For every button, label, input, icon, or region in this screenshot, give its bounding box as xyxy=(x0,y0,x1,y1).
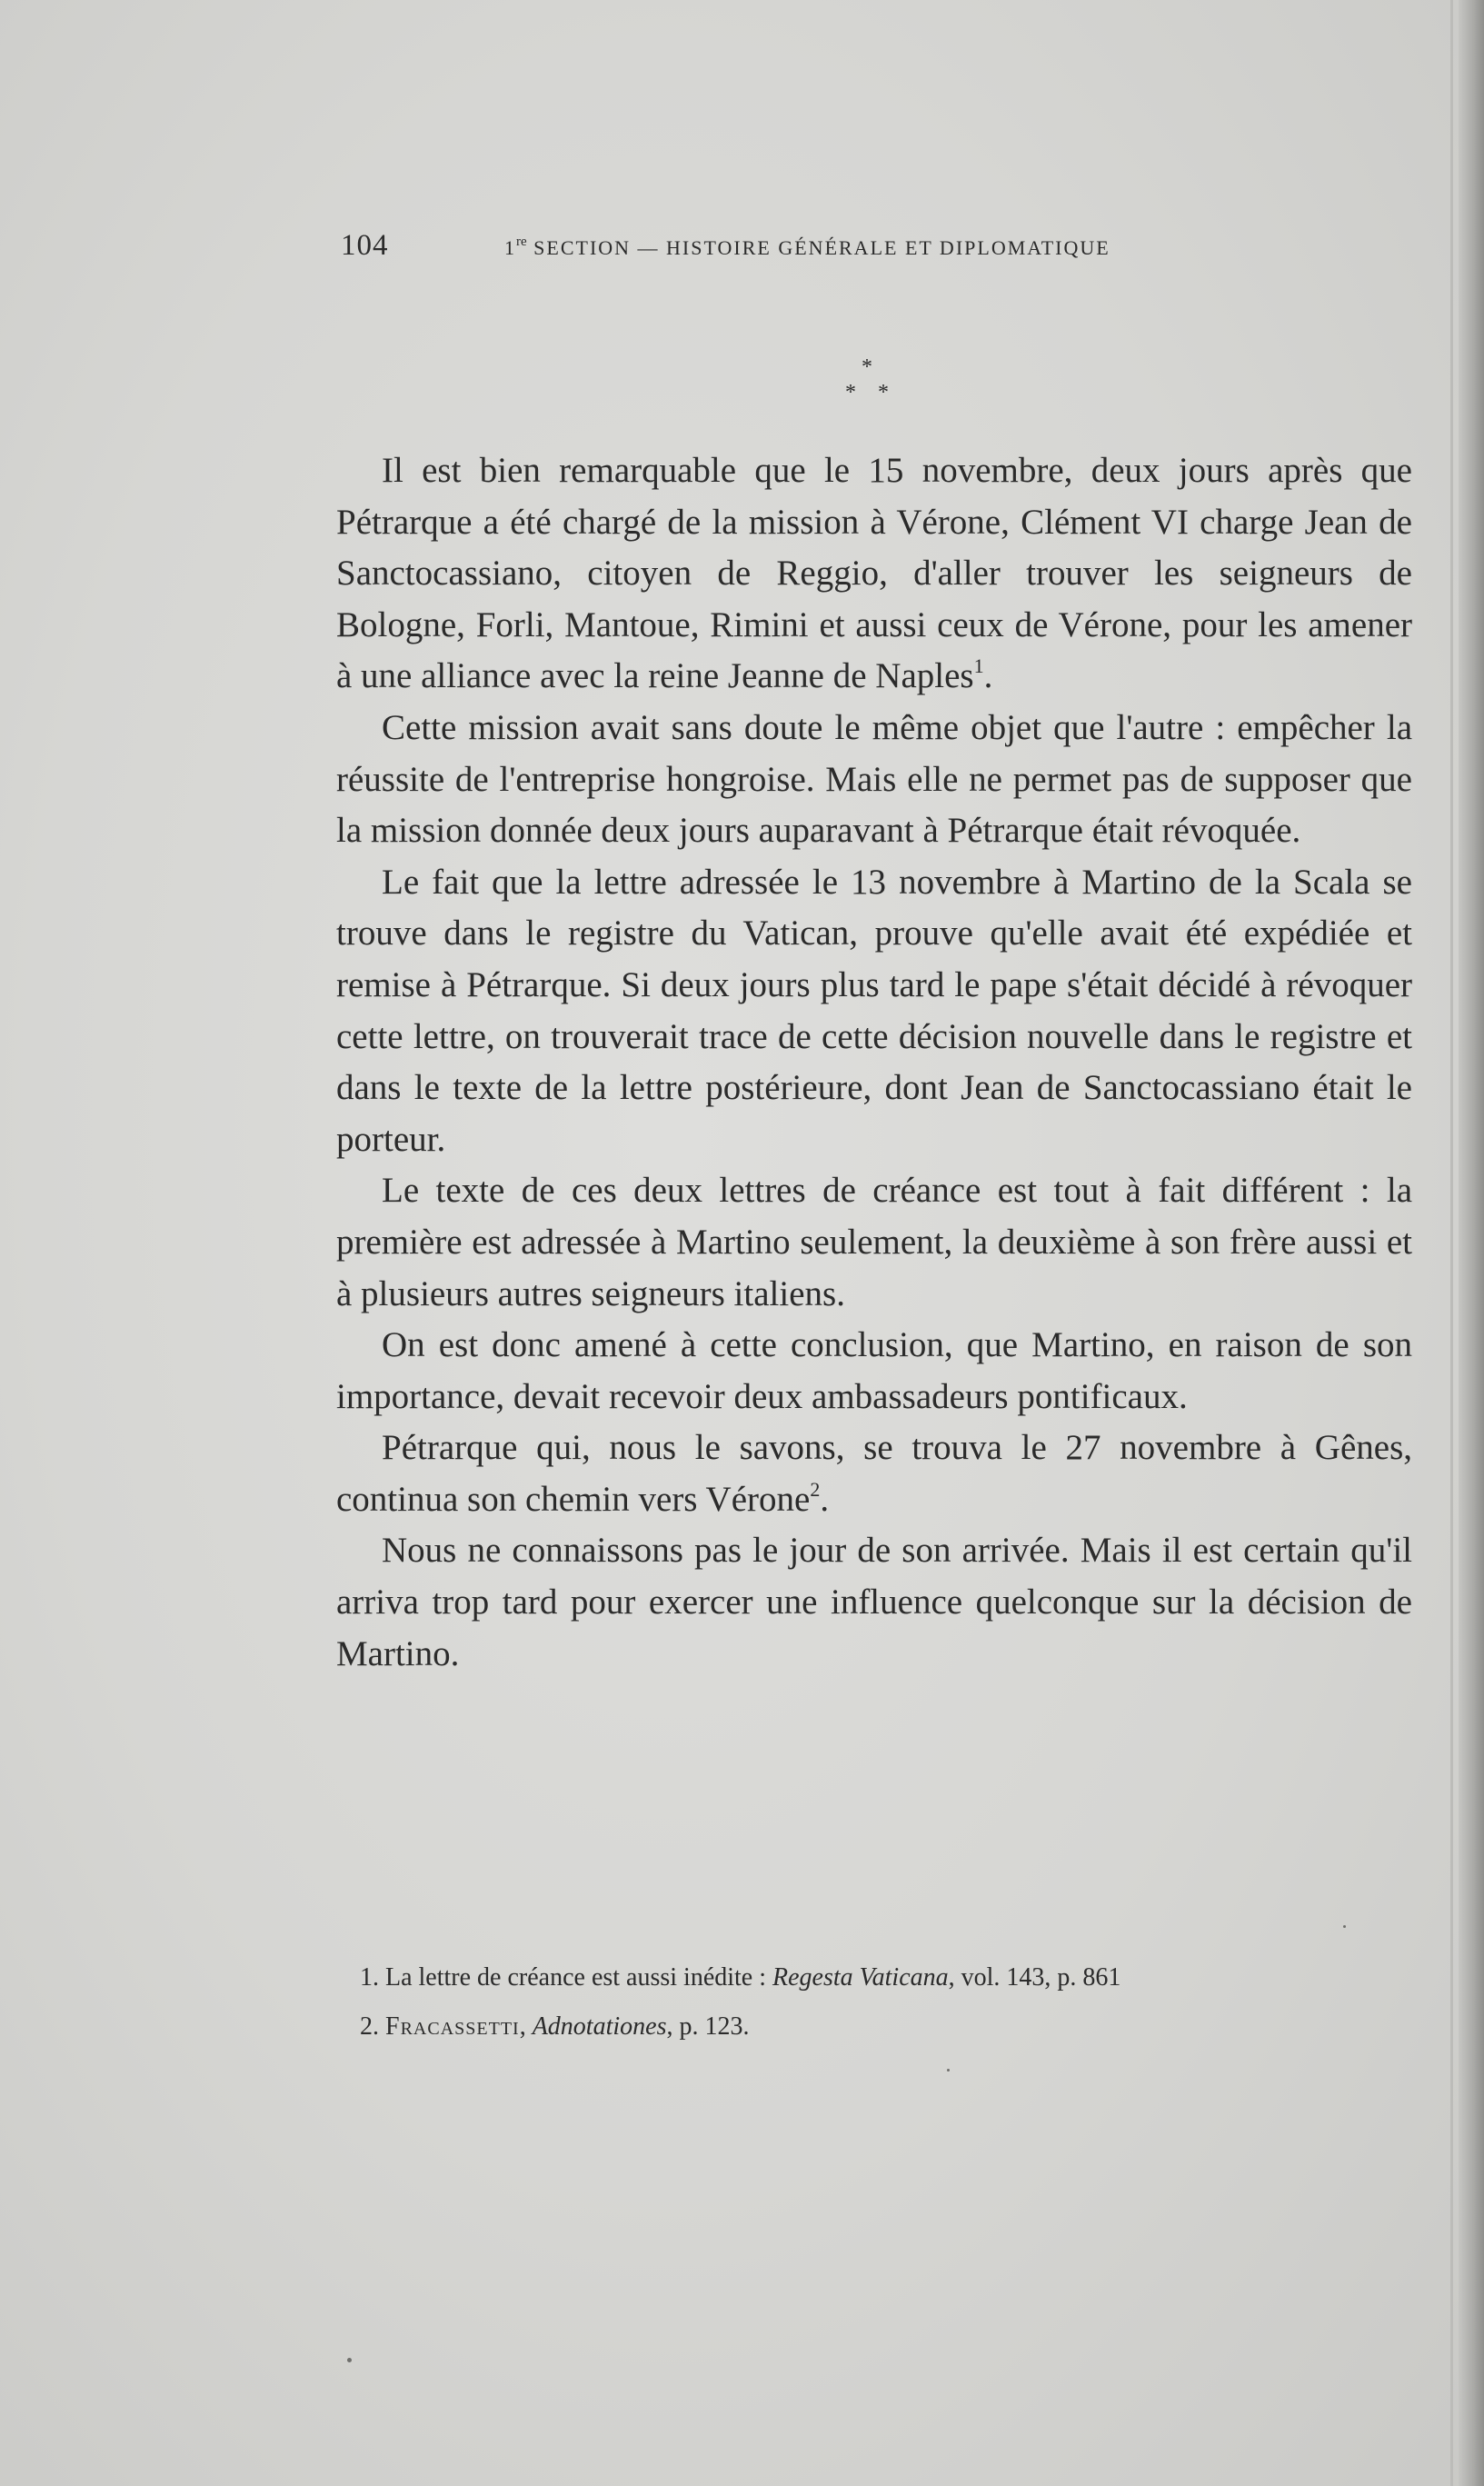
paragraph-6 xyxy=(336,1423,1412,1525)
footnote-2-rest: , p. 123. xyxy=(666,2012,750,2041)
paragraph-7: Nous ne connaissons pas le jour de son arrivée. Mais il est certain qu'il arriva trop tard pour exercer une influence quelconque sur la décision de Martino. xyxy=(336,1531,1412,1673)
footnote-1-text: 1. La lettre de créance est aussi inédite : xyxy=(360,1963,773,1992)
footnotes xyxy=(333,1962,1412,2043)
running-head xyxy=(504,235,1111,260)
paper-speck xyxy=(947,2069,950,2072)
section-superscript: re xyxy=(516,235,527,249)
footnote-1-source: Regesta Vaticana xyxy=(772,1963,949,1992)
paper-speck xyxy=(1343,1925,1346,1928)
paragraph-1-text: Il est bien remarquable que le 15 novembre, deux jours après que Pétrarque a été chargé de la mission à Vérone, Clément VI charge Jean de Sanctocassiano, citoyen de Reggio, d'aller trouver les seigneurs de Bologne, Forli, Mantoue, Rimini et aussi ceux de Vérone, pour les amener à une alliance avec la reine Jeanne de Naples xyxy=(336,451,1412,696)
asterism-star-right: * xyxy=(878,381,889,404)
footnote-2-separator: , xyxy=(519,2012,533,2041)
footnote-1-rest: , vol. 143, p. 861 xyxy=(948,1963,1121,1992)
page-header xyxy=(341,229,1259,275)
paragraph-6-text: Pétrarque qui, nous le savons, se trouva le 27 novembre à Gênes, continua son chemin vers Vérone xyxy=(336,1428,1412,1519)
footnote-2-work: Adnotationes xyxy=(532,2012,667,2041)
footnote-1 xyxy=(333,1962,1412,1994)
asterism-star-left: * xyxy=(845,381,856,404)
paragraph-5: On est donc amené à cette conclusion, que Martino, en raison de son importance, devait recevoir deux ambassadeurs pontificaux. xyxy=(336,1325,1412,1416)
footnote-ref-1: 1 xyxy=(973,654,984,678)
asterism-star-top: * xyxy=(862,355,872,379)
paper-speck xyxy=(347,2358,352,2362)
footnote-2-number: 2. xyxy=(360,2012,385,2041)
page-edge xyxy=(1459,0,1484,2486)
section-title: SECTION — HISTOIRE GÉNÉRALE ET DIPLOMATIQUE xyxy=(526,236,1111,259)
section-prefix: 1 xyxy=(504,236,516,259)
footnote-2-author: Fracassetti xyxy=(385,2012,520,2041)
page-edge-shadow xyxy=(1450,0,1453,2486)
paragraph-2: Cette mission avait sans doute le même objet que l'autre : empêcher la réussite de l'entreprise hongroise. Mais elle ne permet pas de supposer que la mission donnée deux jours auparavant à Pétrarque était révoquée. xyxy=(336,707,1412,851)
paragraph-1-end: . xyxy=(983,656,993,696)
paragraph-3: Le fait que la lettre adressée le 13 novembre à Martino de la Scala se trouve dans le registre du Vatican, prouve qu'elle avait été expédiée et remise à Pétrarque. Si deux jours plus tard le pape s'était décidé à révoquer cette lettre, on trouverait trace de cette décision nouvelle dans le registre et dans le texte de la lettre postérieure, dont Jean de Sanctocassiano était le porteur. xyxy=(336,862,1412,1159)
footnote-ref-2: 2 xyxy=(810,1477,821,1501)
body-text xyxy=(336,445,1412,1680)
paragraph-6-end: . xyxy=(820,1479,830,1519)
paragraph-4: Le texte de ces deux lettres de créance est tout à fait différent : la première est adressée à Martino seulement, la deuxième à son frère aussi et à plusieurs autres seigneurs italiens. xyxy=(336,1171,1412,1313)
page-number: 104 xyxy=(341,229,389,262)
footnote-2 xyxy=(333,2011,1412,2043)
paragraph-1 xyxy=(336,445,1412,703)
asterism-divider xyxy=(836,356,909,411)
